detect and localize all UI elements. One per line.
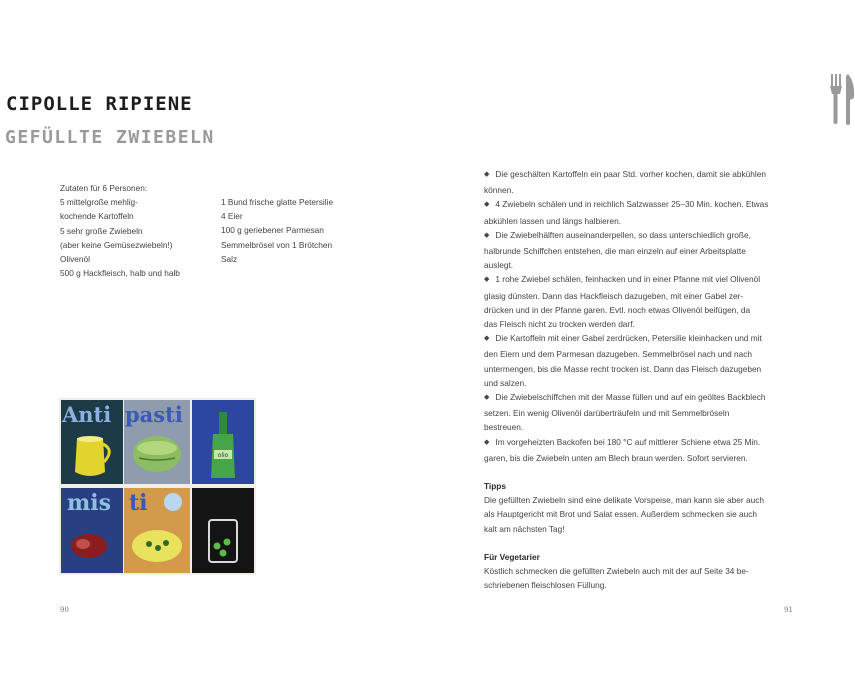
ingredient-line: 5 sehr große Zwiebeln xyxy=(60,225,143,236)
diamond-bullet-icon: ◆ xyxy=(484,438,490,446)
diamond-bullet-icon: ◆ xyxy=(484,201,490,209)
step-line: den Eiern und dem Parmesan dazugeben. Semmelbrösel nach und nach xyxy=(484,349,752,360)
ingredient-line: Zutaten für 6 Personen: xyxy=(60,183,148,193)
ingredient-line: Olivenöl xyxy=(60,254,90,265)
diamond-bullet-icon: ◆ xyxy=(484,394,490,402)
illus-word-pasti: pasti xyxy=(125,402,183,427)
illus-word-ti: ti xyxy=(129,490,148,516)
ingredient-line: Semmelbrösel von 1 Brötchen xyxy=(221,239,333,250)
ingredients-left xyxy=(60,181,180,280)
step-line: 1 rohe Zwiebel schälen, feinhacken und in einer Pfanne mit viel Olivenöl xyxy=(495,274,761,285)
bottle-label: olio xyxy=(217,452,229,459)
recipe-title: CIPOLLE RIPIENE xyxy=(6,93,193,115)
tips-line: kalt am nächsten Tag! xyxy=(484,523,565,534)
antipasti-misti-illustration xyxy=(59,398,256,575)
tips-heading: Tipps xyxy=(484,481,506,492)
step-item xyxy=(484,435,794,465)
ingredient-line: 5 mittelgroße mehlig- xyxy=(60,197,138,208)
step-line: untermengen, bis die Masse recht trocken ist. Dann das Fleisch dazugeben xyxy=(484,363,762,374)
step-line: Die geschälten Kartoffeln ein paar Std. vorher kochen, damit sie abkühlen xyxy=(495,169,766,179)
diamond-bullet-icon: ◆ xyxy=(484,335,490,343)
step-line: Die Kartoffeln mit einer Gabel zerdrücken, Petersilie kleinhacken und mit xyxy=(495,333,762,344)
ingredient-line: kochende Kartoffeln xyxy=(60,211,134,222)
diamond-bullet-icon: ◆ xyxy=(484,231,490,239)
ingredients-right xyxy=(221,195,333,266)
page-number-left: 90 xyxy=(60,606,69,614)
step-line: halbrunde Schiffchen entstehen, die man einzeln auf einer Arbeitsplatte xyxy=(484,246,746,257)
ingredient-line: 500 g Hackfleisch, halb und halb xyxy=(60,268,180,279)
step-line: das Fleisch nicht zu trocken werden darf. xyxy=(484,319,635,330)
step-line: Die Zwiebelschiffchen mit der Masse füllen und auf ein geöltes Backblech xyxy=(495,392,766,403)
step-line: Die Zwiebelhälften auseinanderpellen, so dass unterschiedlich große, xyxy=(495,229,751,240)
step-item xyxy=(484,167,794,197)
step-item xyxy=(484,272,794,331)
step-line: abkühlen lassen und längs halbieren. xyxy=(484,215,621,226)
step-item xyxy=(484,331,794,390)
step-item xyxy=(484,197,794,227)
step-line: setzen. Ein wenig Olivenöl darüberträufeln und mit Semmelbröseln xyxy=(484,408,730,419)
recipe-subtitle: GEFÜLLTE ZWIEBELN xyxy=(5,127,215,148)
step-item xyxy=(484,390,794,435)
tips-line: Die gefüllten Zwiebeln sind eine delikate Vorspeise, man kann sie aber auch xyxy=(484,495,764,506)
step-line: bestreuen. xyxy=(484,422,524,433)
vegetarian-heading: Für Vegetarier xyxy=(484,551,540,562)
illus-word-anti: Anti xyxy=(62,402,112,427)
page-number-right: 91 xyxy=(784,606,793,614)
step-line: garen, bis die Zwiebeln unten am Blech braun werden. Sofort servieren. xyxy=(484,452,748,463)
step-line: glasig dünsten. Dann das Hackfleisch dazugeben, mit einer Gabel zer- xyxy=(484,290,744,301)
ingredient-line: 1 Bund frische glatte Petersilie xyxy=(221,197,334,207)
step-line: und salzen. xyxy=(484,377,527,388)
ingredient-line: (aber keine Gemüsezwiebeln!) xyxy=(60,239,173,250)
illus-word-mis: mis xyxy=(67,490,112,516)
diamond-bullet-icon: ◆ xyxy=(484,171,490,178)
vegetarian-line: Köstlich schmecken die gefüllten Zwiebeln auch mit der auf Seite 34 be- xyxy=(484,566,749,577)
vegetarian-line: schriebenen fleischlosen Füllung. xyxy=(484,580,607,591)
step-line: drücken und in der Pfanne garen. Evtl. noch etwas Olivenöl beifügen, da xyxy=(484,304,751,315)
step-line: können. xyxy=(484,185,514,196)
ingredient-line: 100 g geriebener Parmesan xyxy=(221,225,324,236)
tips-line: als Hauptgericht mit Brot und Salat essen. Außerdem schmecken sie auch xyxy=(484,509,758,520)
step-item xyxy=(484,228,794,273)
step-line: Im vorgeheizten Backofen bei 180 °C auf mittlerer Schiene etwa 25 Min. xyxy=(495,436,761,447)
fork-knife-icon xyxy=(829,72,855,126)
method-steps xyxy=(484,167,794,592)
ingredient-line: 4 Eier xyxy=(221,211,243,222)
step-line: 4 Zwiebeln schälen und in reichlich Salzwasser 25–30 Min. kochen. Etwas xyxy=(495,199,769,210)
ingredient-line: Salz xyxy=(221,253,238,264)
diamond-bullet-icon: ◆ xyxy=(484,276,490,284)
step-line: auslegt. xyxy=(484,260,514,271)
